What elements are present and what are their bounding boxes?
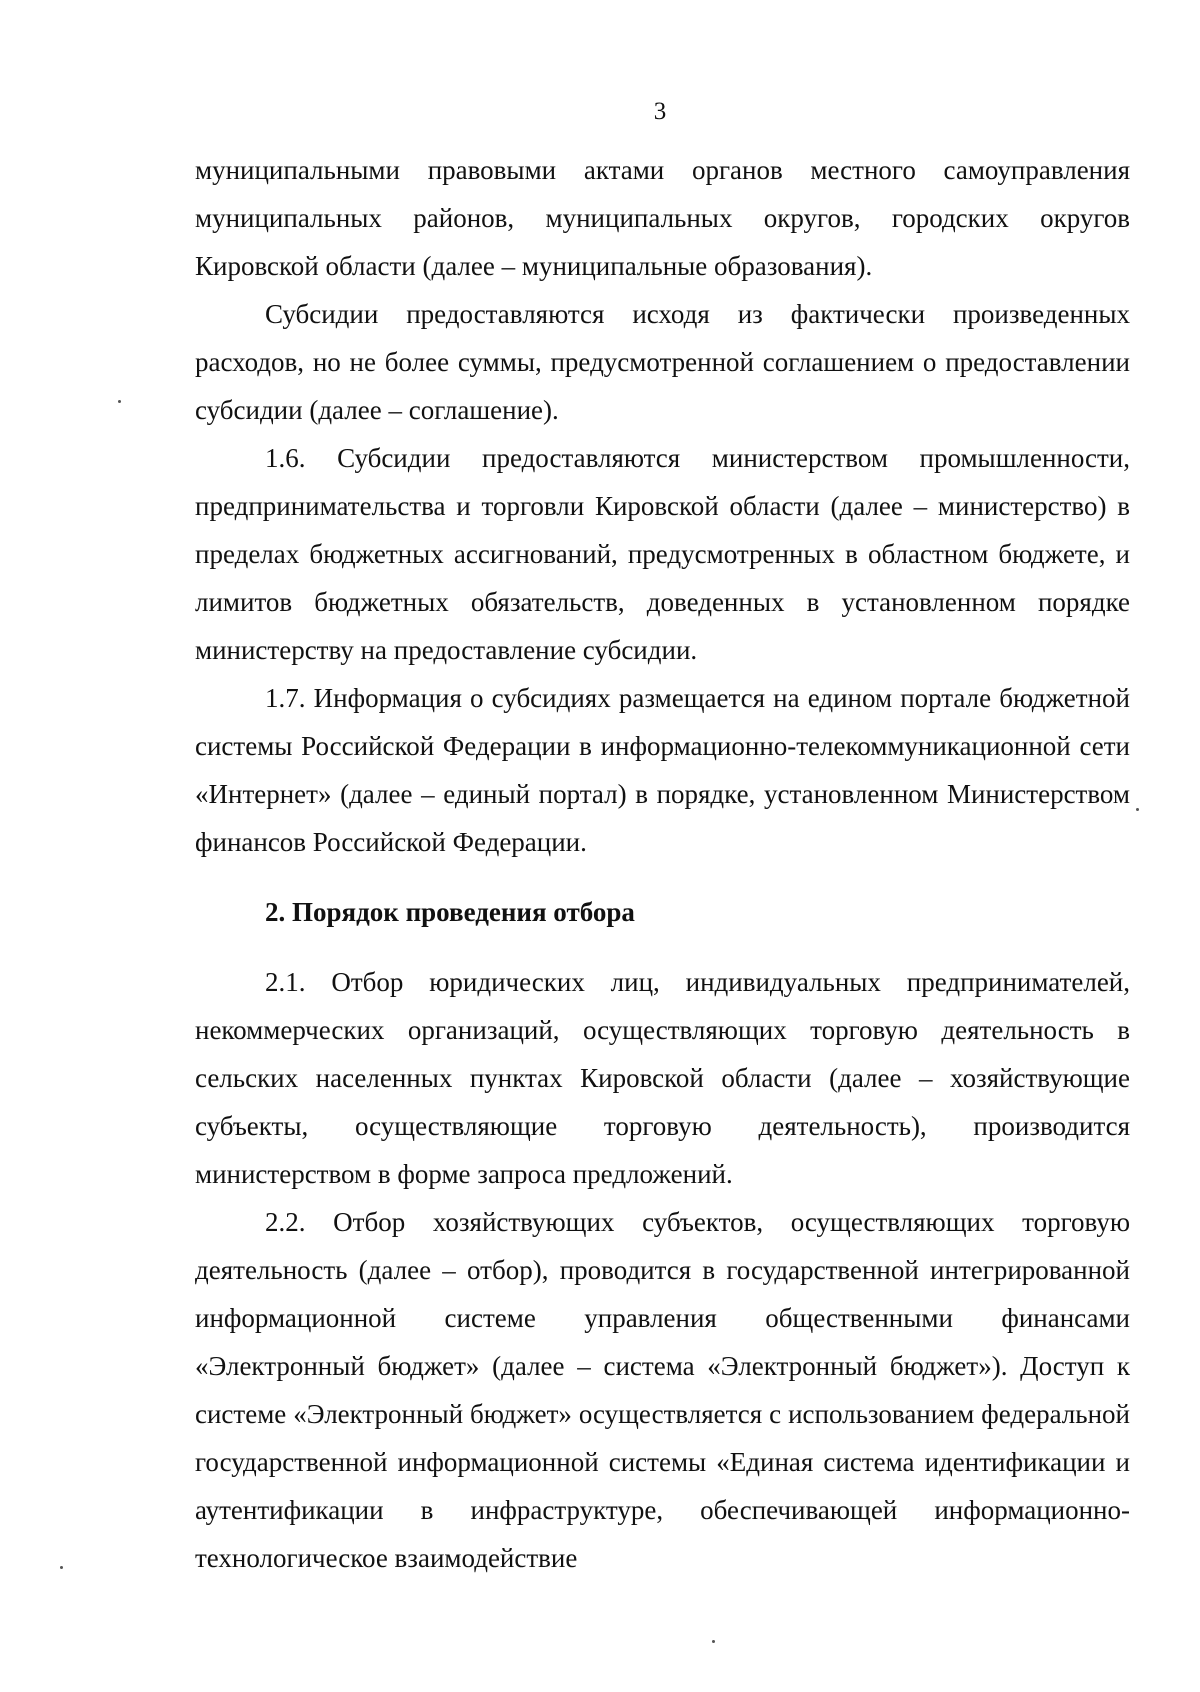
paragraph-1-6: 1.6. Субсидии предоставляются министерством промышленности, предпринимательства и торговли Кировской области (далее – министерство) в пределах бюджетных ассигнований, предусмотренных в областном бюджете, и лимитов бюджетных обязательств, доведенных в установленном порядке министерству на предоставление субсидии. (195, 443, 1130, 665)
paragraph-subsidy-basis: Субсидии предоставляются исходя из фактически произведенных расходов, но не более суммы, предусмотренной соглашением о предоставлении субсидии (далее – соглашение). (195, 299, 1130, 425)
scan-speck (118, 400, 121, 403)
document-body (195, 146, 1130, 1582)
scan-speck (60, 1566, 63, 1569)
scan-speck (712, 1640, 715, 1643)
section-heading: 2. Порядок проведения отбора (265, 897, 635, 927)
paragraph-continuation: муниципальными правовыми актами органов местного самоуправления муниципальных районов, муниципальных округов, городских округов Кировской области (далее – муниципальные образования). (195, 155, 1130, 281)
scan-speck (1136, 808, 1139, 811)
paragraph-1-7: 1.7. Информация о субсидиях размещается на едином портале бюджетной системы Российской Федерации в информационно-телекоммуникационной сети «Интернет» (далее – единый портал) в порядке, установленном Министерством финансов Российской Федерации. (195, 683, 1130, 857)
paragraph-2-2: 2.2. Отбор хозяйствующих субъектов, осуществляющих торговую деятельность (далее – отбор), проводится в государственной интегрированной информационной системе управления общественными финансами «Электронный бюджет» (далее – система «Электронный бюджет»). Доступ к системе «Электронный бюджет» осуществляется с использованием федеральной государственной информационной системы «Единая система идентификации и аутентификации в инфраструктуре, обеспечивающей информационно-технологическое взаимодействие (195, 1207, 1130, 1573)
paragraph-2-1: 2.1. Отбор юридических лиц, индивидуальных предпринимателей, некоммерческих организаций, осуществляющих торговую деятельность в сельских населенных пунктах Кировской области (далее – хозяйствующие субъекты, осуществляющие торговую деятельность), производится министерством в форме запроса предложений. (195, 967, 1130, 1189)
page-number: 3 (653, 98, 667, 125)
